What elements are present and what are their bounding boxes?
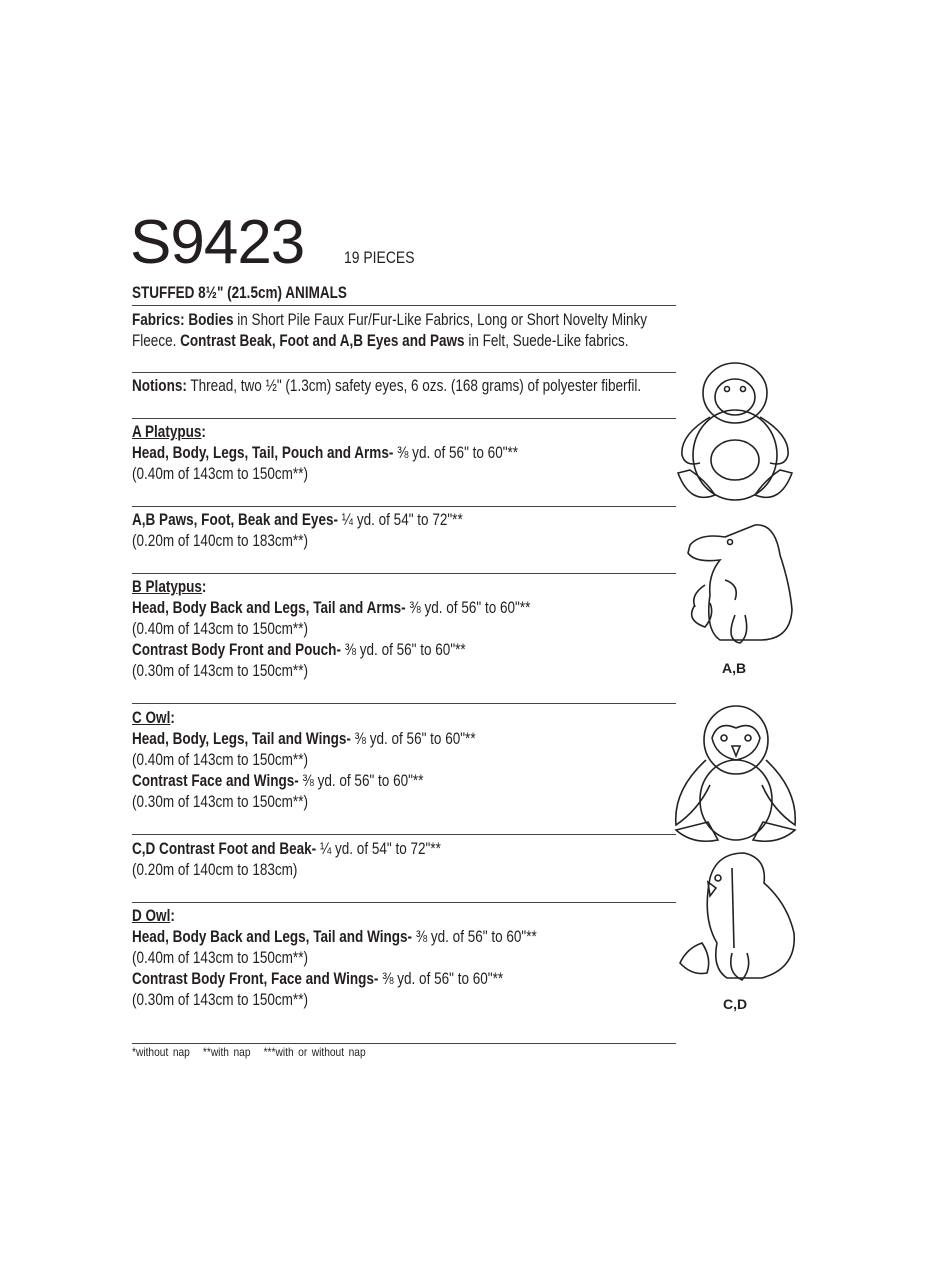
platypus-a-illustration [670,355,800,515]
section-d-owl: D Owl: Head, Body Back and Legs, Tail and Wings- ⅜ yd. of 56" to 60"** (0.40m of 143cm to 150cm**) Contrast Body Front, Face and Wings- ⅜ yd. of 56" to 60"** (0.30m of 143cm to 150cm**) [132,906,673,1011]
illustration-label-ab: A,B [722,660,747,676]
fabrics-section [132,310,673,352]
divider [132,372,676,373]
section-a-platypus: A Platypus: Head, Body, Legs, Tail, Pouch and Arms- ⅜ yd. of 56" to 60"** (0.40m of 143cm to 150cm**) [132,422,673,485]
divider [132,703,676,704]
footnote: **with nap [202,1045,251,1059]
illustration-label-cd: C,D [723,996,748,1012]
yardage-value: ⅜ yd. of 56" to 60"** [340,641,466,659]
yardage-label: Head, Body Back and Legs, Tail and Arms- [132,599,406,617]
metric-value: (0.40m of 143cm to 150cm**) [132,620,308,638]
divider [132,305,676,306]
notions-text: Thread, two ½" (1.3cm) safety eyes, 6 ozs. (168 grams) of polyester fiberfil. [186,377,642,395]
yardage-value: ¼ yd. of 54" to 72"** [316,840,441,858]
yardage-label: Contrast Body Front, Face and Wings- [132,970,379,988]
section-heading: B Platypus [132,578,202,596]
yardage-value: ⅜ yd. of 56" to 60"** [378,970,504,988]
contrast-label: Contrast Beak, Foot and A,B Eyes and Paws [180,332,465,350]
footnote: ***with or without nap [263,1045,366,1059]
fabrics-label: Fabrics: [132,311,185,329]
yardage-label: Head, Body, Legs, Tail, Pouch and Arms- [132,444,394,462]
yardage-value: ⅜ yd. of 56" to 60"** [412,928,537,946]
metric-value: (0.40m of 143cm to 150cm**) [132,949,308,967]
platypus-b-illustration [680,515,800,650]
yardage-label: Head, Body, Legs, Tail and Wings- [132,730,351,748]
notions-section [132,376,673,397]
bodies-label: Bodies [188,311,234,329]
yardage-label: Head, Body Back and Legs, Tail and Wings- [132,928,413,946]
owl-d-illustration [672,848,802,988]
section-heading: C Owl [132,709,171,727]
divider [132,573,676,574]
yardage-value: ⅜ yd. of 56" to 60"** [298,772,424,790]
footnote: *without nap [132,1045,190,1059]
metric-value: (0.30m of 143cm to 150cm**) [132,793,308,811]
footnotes [132,1045,374,1059]
section-heading: A Platypus [132,423,202,441]
fabrics-line2: Fleece. [132,332,181,350]
divider [132,418,676,419]
metric-value: (0.40m of 143cm to 150cm**) [132,465,308,483]
metric-value: (0.40m of 143cm to 150cm**) [132,751,308,769]
yardage-label: A,B Paws, Foot, Beak and Eyes- [132,511,339,529]
section-b-platypus: B Platypus: Head, Body Back and Legs, Tail and Arms- ⅜ yd. of 56" to 60"** (0.40m of 143cm to 150cm**) Contrast Body Front and Pouch- ⅜ yd. of 56" to 60"** (0.30m of 143cm to 150cm**) [132,577,673,682]
piece-count: 19 PIECES [344,248,415,267]
section-ab-paws [132,510,673,552]
yardage-value: ⅜ yd. of 56" to 60"** [350,730,476,748]
notions-label: Notions: [132,377,187,395]
divider [132,902,676,903]
yardage-label: Contrast Body Front and Pouch- [132,641,341,659]
divider [132,1043,676,1044]
yardage-value: ¼ yd. of 54" to 72"** [338,511,463,529]
divider [132,506,676,507]
owl-c-illustration [668,700,803,850]
metric-value: (0.20m of 140cm to 183cm) [132,861,298,879]
bodies-text: in Short Pile Faux Fur/Fur-Like Fabrics, Long or Short Novelty Minky [233,311,648,329]
section-heading: D Owl [132,907,171,925]
pattern-title: STUFFED 8½" (21.5cm) ANIMALS [132,284,347,302]
metric-value: (0.30m of 143cm to 150cm**) [132,991,308,1009]
metric-value: (0.30m of 143cm to 150cm**) [132,662,308,680]
section-c-owl: C Owl: Head, Body, Legs, Tail and Wings- ⅜ yd. of 56" to 60"** (0.40m of 143cm to 150cm**) Contrast Face and Wings- ⅜ yd. of 56" to 60"** (0.30m of 143cm to 150cm**) [132,708,673,813]
contrast-text: in Felt, Suede-Like fabrics. [464,332,629,350]
pattern-number: S9423 [130,208,305,277]
yardage-label: C,D Contrast Foot and Beak- [132,840,317,858]
yardage-label: Contrast Face and Wings- [132,772,299,790]
divider [132,834,676,835]
yardage-value: ⅜ yd. of 56" to 60"** [405,599,531,617]
yardage-value: ⅜ yd. of 56" to 60"** [393,444,519,462]
metric-value: (0.20m of 140cm to 183cm**) [132,532,308,550]
section-cd-foot-beak [132,839,673,881]
